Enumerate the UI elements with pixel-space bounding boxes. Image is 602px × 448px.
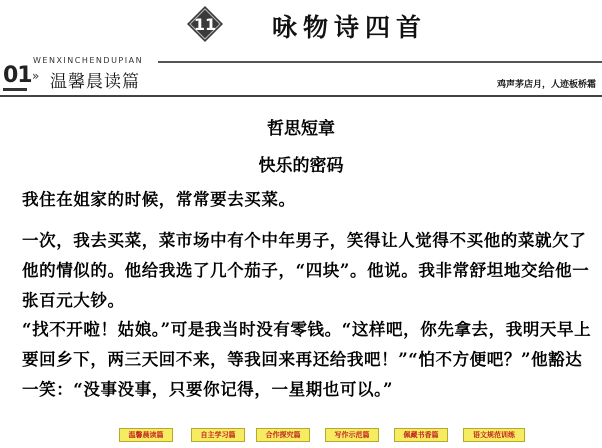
nav-button-book-fragrance[interactable]: 佩藏书香篇 xyxy=(394,428,448,442)
lesson-number-badge xyxy=(186,5,224,43)
section-caption: 鸡声茅店月，人迹板桥霜 xyxy=(496,80,596,90)
bottom-nav xyxy=(0,423,602,448)
paragraph-2: 一次，我去买菜，菜市场中有个中年男子，笑得让人觉得不买他的菜就欠了他的情似的。他给我选了几个茄子，“四块”。他说。我非常舒坦地交给他一张百元大钞。 xyxy=(22,231,590,310)
section-pinyin: WENXINCHENDUPIAN xyxy=(33,56,144,65)
nav-button-self-study[interactable]: 自主学习篇 xyxy=(191,428,245,442)
section-number-underline xyxy=(3,88,27,91)
double-arrow-icon: » xyxy=(32,69,40,83)
paragraph-1: 我住在姐家的时候，常常要去买菜。 xyxy=(22,190,296,209)
section-divider-bottom xyxy=(0,95,602,97)
lesson-number: 11 xyxy=(193,15,217,34)
nav-button-writing-demo[interactable]: 写作示范篇 xyxy=(325,428,379,442)
article-title: 快乐的密码 xyxy=(258,156,344,176)
paragraph-3: “找不开啦！姑娘。”可是我当时没有零钱。“这样吧，你先拿去，我明天早上要回乡下，两三天回不来，等我回来再还给我吧！”“怕不方便吧？”他豁达一笑：“没事没事，只要你记得，一星期也可以。” xyxy=(22,320,592,399)
nav-button-cooperative-inquiry[interactable]: 合作探究篇 xyxy=(256,428,310,442)
section-number: 01 xyxy=(3,63,32,88)
column-title: 哲思短章 xyxy=(267,119,335,139)
nav-button-morning-reading[interactable]: 温馨晨读篇 xyxy=(119,428,173,442)
nav-button-language-training[interactable]: 语文规范训练 xyxy=(463,428,525,442)
lesson-title: 咏物诗四首 xyxy=(272,13,428,42)
section-name: 温馨晨读篇 xyxy=(50,72,140,92)
section-divider-top xyxy=(158,61,602,63)
